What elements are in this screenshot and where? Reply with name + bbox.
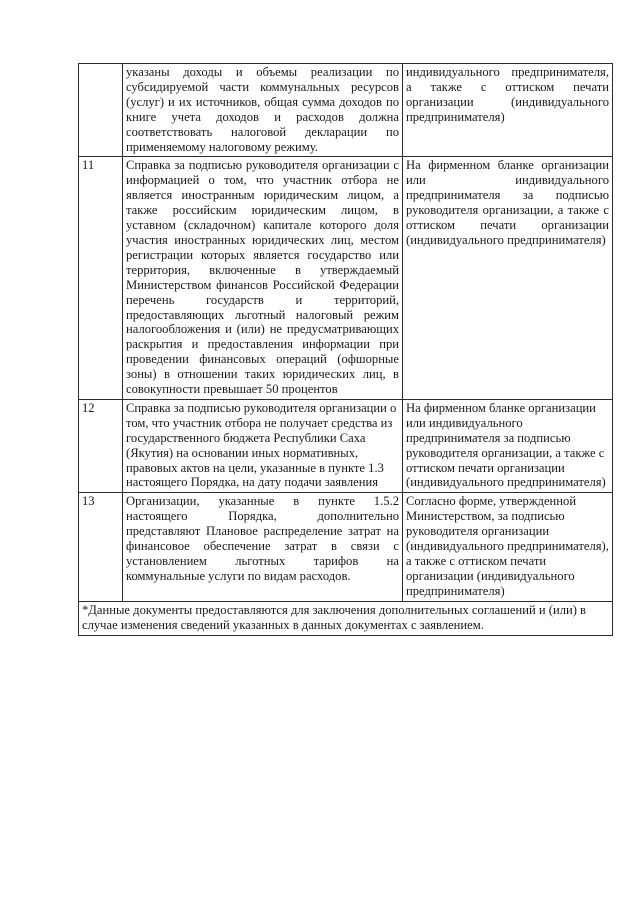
row-number: 12 [79,399,123,492]
row-number: 13 [79,493,123,601]
document-description: Справка за подписью руководителя организации с информацией о том, что участник отбора не является иностранным юридическим лицом, а также российским юридическим лицом, в уставном (складочном) капитале которого доля участия иностранных юридических лиц, местом регистрации которых является государство или территория, включенные в утверждаемый Министерством финансов Российской Федерации перечень государств и территорий, предоставляющих льготный налоговый режим налогообложения и (или) не предусматривающих раскрытия и предоставления информации при проведении финансовых операций (офшорные зоны) в отношении таких юридических лиц, в совокупности превышает 50 процентов [123,157,403,400]
table-row [79,493,613,601]
row-number: 11 [79,157,123,400]
document-form: Согласно форме, утвержденной Министерством, за подписью руководителя организации (индивидуального предпринимателя), а также с оттиском печати организации (индивидуального предпринимателя) [403,493,613,601]
table-row [79,399,613,492]
document-description: указаны доходы и объемы реализации по субсидируемой части коммунальных ресурсов (услуг) и их источников, общая сумма доходов по книге учета доходов и расходов должна соответствовать налоговой декларации по применяемому налоговому режиму. [123,64,403,157]
document-page [78,63,612,636]
table-row [79,64,613,157]
row-number [79,64,123,157]
document-description: Организации, указанные в пункте 1.5.2 настоящего Порядка, дополнительно представляют Плановое распределение затрат на финансовое обеспечение затрат в связи с установлением льготных тарифов на коммунальные услуги по видам расходов. [123,493,403,601]
footnote: *Данные документы предоставляются для заключения дополнительных соглашений и (или) в случае изменения сведений указанных в данных документах с заявлением. [79,601,613,635]
table-row [79,157,613,400]
document-form: На фирменном бланке организации или индивидуального предпринимателя за подписью руководителя организации, а также с оттиском печати организации (индивидуального предпринимателя) [403,399,613,492]
footnote-row [79,601,613,635]
documents-table [78,63,613,636]
document-description: Справка за подписью руководителя организации о том, что участник отбора не получает средства из государственного бюджета Республики Саха (Якутия) на основании иных нормативных, правовых актов на цели, указанные в пункте 1.3 настоящего Порядка, на дату подачи заявления [123,399,403,492]
document-form: индивидуального предпринимателя, а также с оттиском печати организации (индивидуального предпринимателя) [403,64,613,157]
document-form: На фирменном бланке организации или индивидуального предпринимателя за подписью руководителя организации, а также с оттиском печати организации (индивидуального предпринимателя) [403,157,613,400]
